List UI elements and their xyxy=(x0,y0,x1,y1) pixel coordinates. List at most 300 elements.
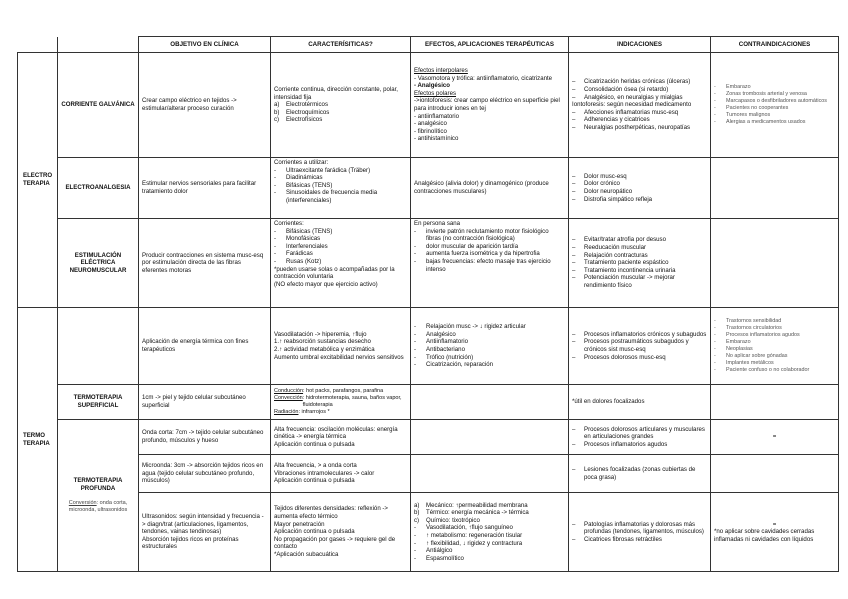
objetivo-text: Ultrasonidos: según intensidad y frecuencia -> diagn/trat (articulaciones, ligamentos, tendones, vainas tendinosas) xyxy=(142,513,264,536)
bullet-marker: – xyxy=(572,188,576,195)
list-item xyxy=(414,517,565,525)
list-item-text: Rusas (Kotz) xyxy=(286,257,322,265)
list-item xyxy=(274,116,407,124)
list-item-text: Embarazo xyxy=(726,339,751,345)
list-item-text: Tratamiento paciente espástico xyxy=(584,259,669,267)
list-item-text: Neoplasias xyxy=(726,346,753,352)
list-item xyxy=(274,228,407,236)
bullet-marker: – xyxy=(572,195,576,203)
list-item-text: Mayor penetración xyxy=(274,520,325,528)
list-item-text: Aumento umbral excitabilidad nervios sensitivos xyxy=(274,353,404,361)
list-item xyxy=(274,281,407,289)
therapy-name: ELECTROANALGESIA xyxy=(58,158,139,219)
list-item xyxy=(414,180,565,195)
bullet-marker: - xyxy=(414,257,417,265)
list-item-text: dolor muscular de aparición tardía xyxy=(426,242,519,250)
list-item-text: Electrofísicos xyxy=(286,116,323,124)
list-item-text: Diadinámicas xyxy=(286,174,323,182)
list-item xyxy=(274,189,407,204)
list-item-label: Radiación xyxy=(274,409,299,415)
list-item xyxy=(274,174,407,182)
list-item xyxy=(274,528,407,536)
list-item-text: ->iontoforesis: crear campo eléctrico en superficie piel para introducir iones en tej xyxy=(414,97,560,112)
contraindicaciones-cell xyxy=(711,455,839,493)
list-item xyxy=(274,167,407,175)
list-item xyxy=(414,555,565,563)
caracteristicas-cell xyxy=(271,53,411,158)
bullet-marker: – xyxy=(572,78,576,86)
list-item xyxy=(714,105,835,112)
objetivo-cell: 1cm -> piel y tejido celular subcutáneo superficial xyxy=(139,385,271,420)
list-item xyxy=(414,128,565,136)
list-item xyxy=(274,477,407,485)
list-item xyxy=(414,354,565,362)
list-item-text: Tejidos diferentes densidades: reflexión -> aumenta efecto térmico xyxy=(274,505,388,521)
contraindicaciones-cell: = xyxy=(711,420,839,455)
indicaciones-cell xyxy=(569,420,711,455)
bullet-marker: - xyxy=(714,367,716,373)
bullet-marker: – xyxy=(572,172,576,180)
list-item-text: Lesiones focalizadas (zonas cubiertas de poca grasa) xyxy=(584,465,696,481)
list-item xyxy=(274,159,407,167)
list-item-text: : infrarrojos * xyxy=(298,409,330,415)
list-item xyxy=(414,220,565,228)
bullet-marker: - xyxy=(414,330,417,338)
list-item xyxy=(714,360,835,367)
category-termoterapia: TERMO TERAPIA xyxy=(18,308,58,572)
list-item-text: Corrientes: xyxy=(274,220,304,227)
efectos-cell xyxy=(411,493,569,572)
bullet-marker: – xyxy=(572,266,576,274)
bullet-marker: - xyxy=(714,346,716,352)
bullet-marker: - xyxy=(414,338,417,346)
list-item xyxy=(572,116,707,124)
bullet-marker: - xyxy=(274,227,277,235)
bullet-marker: - xyxy=(714,119,716,125)
list-item-text: Marcapasos o desfibriladores automáticos xyxy=(726,98,827,104)
header-indicaciones: INDICACIONES xyxy=(569,37,711,53)
therapy-name: TERMOTERAPIA SUPERFICIAL xyxy=(58,385,139,420)
bullet-marker: - xyxy=(274,189,277,197)
list-item xyxy=(714,325,835,332)
bullet-marker: c) xyxy=(414,516,420,524)
list-item-text: Procesos dolorosos musc-esq xyxy=(584,353,666,361)
list-item-text: Relajación musc -> ↓ rigidez articular xyxy=(426,323,526,331)
list-item xyxy=(414,509,565,517)
row-termo-general xyxy=(18,308,839,385)
bullet-marker: - xyxy=(414,242,417,250)
bullet-marker: – xyxy=(572,330,576,338)
list-item xyxy=(274,235,407,243)
efectos-cell xyxy=(411,308,569,385)
list-item xyxy=(274,331,407,339)
objetivo-text-2: Absorción tejidos ricos en proteínas estructurales xyxy=(142,535,239,551)
therapy-name: ESTIMULACIÓN ELÉCTRICA NEUROMUSCULAR xyxy=(58,219,139,308)
row-onda-corta xyxy=(18,420,839,455)
bullet-marker: - xyxy=(414,539,417,547)
list-item-text: Espasmolítico xyxy=(426,554,464,562)
therapy-name-profunda xyxy=(58,420,139,572)
list-item xyxy=(274,182,407,190)
list-item xyxy=(714,91,835,98)
list-item xyxy=(414,82,565,90)
category-electroterapia: ELECTRO TERAPIA xyxy=(18,53,58,308)
indicaciones-cell xyxy=(569,455,711,493)
list-item xyxy=(714,353,835,360)
list-item-text: Alta frecuencia, > a onda corta xyxy=(274,462,357,470)
header-contraindicaciones: CONTRAINDICACIONES xyxy=(711,37,839,53)
bullet-marker: - xyxy=(414,524,417,532)
caracteristicas-cell xyxy=(271,493,411,572)
row-neuromuscular xyxy=(18,219,839,308)
list-item-text: 2.↑ actividad metabólica y enzimática xyxy=(274,346,375,353)
list-item-text: Corriente continua, dirección constante, polar, intensidad fija xyxy=(274,86,398,101)
list-item xyxy=(414,524,565,532)
contraindicaciones-cell xyxy=(711,219,839,308)
list-item-text: Interferenciales xyxy=(286,242,328,250)
list-item-text: Cicatrices fibrosas retráctiles xyxy=(584,535,662,543)
bullet-marker: - xyxy=(274,181,277,189)
objetivo-cell: Crear campo eléctrico en tejidos -> estimular/alterar proceso curación xyxy=(139,53,271,158)
list-item xyxy=(572,109,707,117)
list-item-text: Antiálgico xyxy=(426,547,453,555)
bullet-marker: – xyxy=(572,274,576,282)
list-item-text: - fibrinolítico xyxy=(414,127,447,135)
list-item-text: Sinusoidales de frecuencia media (interferenciales) xyxy=(286,189,378,204)
bullet-marker: – xyxy=(572,108,576,116)
therapy-summary-table xyxy=(17,36,839,572)
list-item xyxy=(414,346,565,354)
bullet-marker: – xyxy=(572,259,576,267)
list-item-text: Aplicación continua o pulsada xyxy=(274,440,355,448)
list-item-text: Procesos inflamatorios agudos xyxy=(584,440,668,448)
list-item xyxy=(274,354,407,362)
list-item xyxy=(274,101,407,109)
list-item-text: Vasodilatación -> hiperemia, ↑flujo xyxy=(274,330,367,338)
list-item xyxy=(572,331,707,339)
list-item xyxy=(414,331,565,339)
indicaciones-cell xyxy=(569,219,711,308)
bullet-marker: – xyxy=(572,535,576,543)
list-item-text: Procesos inflamatorios agudos xyxy=(726,332,800,338)
bullet-marker: a) xyxy=(414,501,420,509)
list-item-text: - antihistamínico xyxy=(414,135,459,143)
list-item-text: - Analgésico xyxy=(414,82,451,90)
list-item-text: *pueden usarse solas o acompañadas por la contracción voluntaria xyxy=(274,265,395,281)
list-item xyxy=(414,135,565,143)
list-item xyxy=(274,521,407,529)
list-item xyxy=(274,258,407,266)
list-item xyxy=(274,346,407,354)
bullet-marker: - xyxy=(414,361,417,369)
list-item xyxy=(274,250,407,258)
bullet-marker: - xyxy=(714,332,716,338)
list-item xyxy=(572,244,707,252)
list-item-text: ↑ metabolismo: regeneración tisular xyxy=(426,532,523,539)
bullet-marker: – xyxy=(572,116,576,124)
list-item-text: Implantes metálicos xyxy=(726,360,774,366)
bullet-marker: – xyxy=(572,86,576,94)
list-item xyxy=(274,86,407,101)
list-item xyxy=(274,462,407,470)
objetivo-cell: Estimular nervios sensoriales para facilitar tratamiento dolor xyxy=(139,158,271,219)
caracteristicas-cell xyxy=(271,385,411,420)
bullet-marker: – xyxy=(572,93,576,101)
list-item-text: Trastornos circulatorios xyxy=(726,325,782,331)
list-item-text: - antiinflamatorio xyxy=(414,112,460,120)
list-item xyxy=(274,470,407,478)
bullet-marker: - xyxy=(414,323,417,331)
bullet-marker: - xyxy=(714,84,716,90)
efectos-cell xyxy=(411,455,569,493)
list-item-text: Vibraciones intramoleculares -> calor xyxy=(274,469,375,477)
bullet-marker: – xyxy=(572,520,576,528)
list-item-text: No propagación por gases -> requiere gel de contacto xyxy=(274,535,396,551)
bullet-marker: - xyxy=(414,227,417,235)
header-caracteristicas: CARACTERÍSITICAS? xyxy=(271,37,411,53)
efectos-cell xyxy=(411,385,569,420)
bullet-marker: - xyxy=(414,346,417,353)
list-item-text: Efectos interpolares xyxy=(414,67,468,75)
caracteristicas-cell xyxy=(271,455,411,493)
list-item xyxy=(572,466,707,481)
bullet-marker: - xyxy=(714,105,716,111)
list-item-text: Alta frecuencia: oscilación moléculas: energía cinética -> energía térmica xyxy=(274,425,398,441)
bullet-marker: - xyxy=(714,360,716,366)
list-item xyxy=(572,521,707,536)
objetivo-cell: Producir contracciones en sistema musc-esq por estimulación directa de las fibras eferentes motoras xyxy=(139,219,271,308)
list-item xyxy=(274,441,407,449)
list-item-text: invierte patrón reclutamiento motor fisiológico fibras (no contracción fisiológica) xyxy=(426,227,549,243)
list-item xyxy=(274,243,407,251)
conversion-note xyxy=(61,500,135,514)
list-item xyxy=(274,395,407,409)
indicaciones-cell xyxy=(569,308,711,385)
header-objetivo: OBJETIVO EN CLÍNICA xyxy=(139,37,271,53)
list-item xyxy=(414,502,565,510)
list-item-text: Afecciones inflamatorias musc-esq xyxy=(584,108,679,116)
bullet-marker: a) xyxy=(274,101,280,109)
bullet-marker: – xyxy=(572,180,576,188)
bullet-marker: - xyxy=(274,257,277,265)
list-item xyxy=(414,338,565,346)
bullet-marker: - xyxy=(274,166,277,174)
list-item-label: Conducción xyxy=(274,388,304,394)
list-item xyxy=(414,323,565,331)
list-item xyxy=(414,540,565,548)
caracteristicas-cell xyxy=(271,420,411,455)
list-item xyxy=(414,75,565,83)
list-item xyxy=(414,67,565,75)
list-item xyxy=(572,338,707,353)
list-item-text: Consolidación ósea (si retardo) xyxy=(584,86,669,94)
list-item xyxy=(714,84,835,91)
list-item-text: Dolor neuropático xyxy=(584,188,633,195)
objetivo-cell: Aplicación de energía térmica con fines terapéuticos xyxy=(139,308,271,385)
list-item xyxy=(572,252,707,260)
list-item-text: Evitar/tratar atrofia por desuso xyxy=(584,236,666,244)
bullet-marker: - xyxy=(714,325,716,331)
list-item-text: Aplicación continua o pulsada xyxy=(274,477,355,485)
conversion-label: Conversión xyxy=(68,500,97,507)
list-item xyxy=(274,505,407,520)
bullet-marker: - xyxy=(414,554,417,562)
objetivo-cell: Onda corta: 7cm -> tejido celular subcutáneo profundo, músculos y hueso xyxy=(139,420,271,455)
list-item xyxy=(572,78,707,86)
contraindicaciones-cell xyxy=(711,385,839,420)
list-item-text: Analgésico xyxy=(426,330,456,338)
bullet-marker: - xyxy=(714,339,716,345)
contraindicaciones-cell xyxy=(711,158,839,219)
list-item-text: Aplicación continua o pulsada xyxy=(274,528,355,536)
list-item-text: Distrofia simpático refleja xyxy=(584,195,653,203)
list-item xyxy=(414,120,565,128)
bullet-marker: - xyxy=(274,242,277,250)
list-item-text: Zonas trombosis arterial y venosa xyxy=(726,91,807,97)
list-item xyxy=(274,220,407,228)
list-item-text: No aplicar sobre gónadas xyxy=(726,353,788,359)
bullet-marker: - xyxy=(414,353,417,361)
list-item xyxy=(572,259,707,267)
contraindicaciones-cell xyxy=(711,493,839,572)
list-item xyxy=(714,367,835,374)
contraindicacion-note: *no aplicar sobre cavidades cerradas inflamadas ni cavidades con líquidos xyxy=(714,528,815,543)
bullet-marker: - xyxy=(714,318,716,324)
list-item-text: bajas frecuencias: efecto masaje tras ejercicio intenso xyxy=(426,257,551,273)
list-item-text: Embarazo xyxy=(726,84,751,90)
list-item xyxy=(572,196,707,204)
list-item xyxy=(572,180,707,188)
list-item xyxy=(274,109,407,117)
row-microonda xyxy=(18,455,839,493)
bullet-marker: - xyxy=(274,235,277,243)
bullet-marker: - xyxy=(714,353,716,359)
list-item-text: aumenta fuerza isométrica y da hipertrofia xyxy=(426,250,540,258)
list-item-text: - analgésico xyxy=(414,120,447,128)
list-item-text: Corrientes a utilizar: xyxy=(274,159,329,166)
list-item-text: Tumores malignos xyxy=(726,112,771,118)
header-blank xyxy=(58,37,139,53)
list-item xyxy=(572,94,707,102)
list-item-text: Monofásicas xyxy=(286,235,321,243)
bullet-marker: – xyxy=(572,251,576,259)
same-as-above: = xyxy=(772,520,777,528)
list-item-text: Dolor crónico xyxy=(584,180,620,188)
list-item xyxy=(714,318,835,325)
list-item-text: Dolor musc-esq xyxy=(584,172,627,180)
bullet-marker: – xyxy=(572,353,576,361)
indicaciones-cell xyxy=(569,493,711,572)
list-item xyxy=(274,409,407,416)
list-item-text: Efectos polares xyxy=(414,89,457,97)
list-item-text: - Vasomotora y trófica: antiinflamatorio, cicatrizante xyxy=(414,74,553,82)
list-item-text: (NO efecto mayor que ejercicio activo) xyxy=(274,280,378,288)
list-item-text: *Aplicación subacuática xyxy=(274,550,339,558)
row-electroanalgesia xyxy=(18,158,839,219)
list-item xyxy=(572,236,707,244)
list-item xyxy=(274,426,407,441)
list-item xyxy=(572,274,707,289)
therapy-name-empty xyxy=(58,308,139,385)
list-item-text: Neuralgias postherpéticas, neuropatías xyxy=(584,123,691,131)
list-item xyxy=(414,90,565,98)
list-item xyxy=(572,426,707,441)
list-item-text: Químico: tixotrópico xyxy=(426,516,480,524)
list-item-text: Procesos postraumáticos subagudos y crónicos sist musc-esq xyxy=(584,338,689,353)
list-item xyxy=(274,536,407,551)
contraindicaciones-cell xyxy=(711,308,839,385)
list-item-text: Farádicas xyxy=(286,250,313,258)
bullet-marker: – xyxy=(572,123,576,131)
list-item-text: Mecánico: ↑permeabilidad membrana xyxy=(426,501,528,509)
bullet-marker: – xyxy=(572,244,576,252)
bullet-marker: – xyxy=(572,338,576,346)
indicaciones-cell xyxy=(569,158,711,219)
list-item xyxy=(414,258,565,273)
bullet-marker: - xyxy=(714,112,716,118)
list-item-text: Adherencias y cicatrices xyxy=(584,116,650,124)
list-item-text: Electrotérmicos xyxy=(286,101,328,109)
list-item xyxy=(274,551,407,559)
list-item-text: Reeducación muscular xyxy=(584,244,646,252)
conversion-text: : onda corta, microonda, ultrasonidos xyxy=(68,500,128,514)
bullet-marker: – xyxy=(572,440,576,448)
list-item-text: Patologías inflamatorias y dolorosas más profundas (tendones, ligamentos, músculos) xyxy=(584,520,704,536)
list-item xyxy=(572,173,707,181)
list-item-text: 1.↑ reabsorción sustancias desecho xyxy=(274,338,371,346)
list-item xyxy=(572,441,707,449)
list-item-text: Paciente confuso o no colaborador xyxy=(726,367,810,373)
list-item-text: Cicatrización heridas crónicas (úlceras) xyxy=(584,78,691,86)
list-item-text: Alergias a medicamentos usados xyxy=(726,119,806,125)
list-item-text: Vasodilatación, ↑flujo sanguíneo xyxy=(426,524,513,532)
bullet-marker: c) xyxy=(274,116,280,124)
list-item-text: Ultraexcitante farádica (Träber) xyxy=(286,166,371,174)
list-item-text: Analgésico (alivia dolor) y dinamogénico (produce contracciones musculares) xyxy=(414,180,549,195)
caracteristicas-cell xyxy=(271,219,411,308)
list-item-text: Antibacteriano xyxy=(426,346,465,353)
header-efectos: EFECTOS, APLICACIONES TERAPÉUTICAS xyxy=(411,37,569,53)
caracteristicas-cell xyxy=(271,158,411,219)
bullet-marker: - xyxy=(274,174,277,182)
row-ultrasonidos xyxy=(18,493,839,572)
bullet-marker: b) xyxy=(414,509,420,517)
therapy-name: CORRIENTE GALVÁNICA xyxy=(58,53,139,158)
efectos-cell xyxy=(411,53,569,158)
caracteristicas-cell xyxy=(271,308,411,385)
list-item xyxy=(714,112,835,119)
list-item-text: Bifásicas (TENS) xyxy=(286,227,333,235)
list-item-text: Analgésico, en neuralgias y mialgias xyxy=(584,93,683,101)
list-item-label: Convección xyxy=(274,395,303,401)
contraindicaciones-cell xyxy=(711,53,839,158)
list-item xyxy=(572,188,707,196)
bullet-marker: - xyxy=(414,532,417,539)
bullet-marker: – xyxy=(572,465,576,473)
list-item xyxy=(572,86,707,94)
list-item-text: Térmico: energía mecánica -> térmica xyxy=(426,509,529,517)
list-item-text: Pacientes no cooperantes xyxy=(726,105,789,111)
list-item-text: : hidrotermoterapia, sauna, baños vapor, fluidoterapia xyxy=(302,395,402,408)
list-item-text: En persona sana xyxy=(414,220,461,227)
indicaciones-cell xyxy=(569,53,711,158)
list-item xyxy=(414,547,565,555)
efectos-cell xyxy=(411,420,569,455)
list-item xyxy=(414,113,565,121)
list-item xyxy=(414,228,565,243)
therapy-name: TERMOTERAPIA PROFUNDA xyxy=(73,476,123,492)
list-item xyxy=(414,97,565,112)
